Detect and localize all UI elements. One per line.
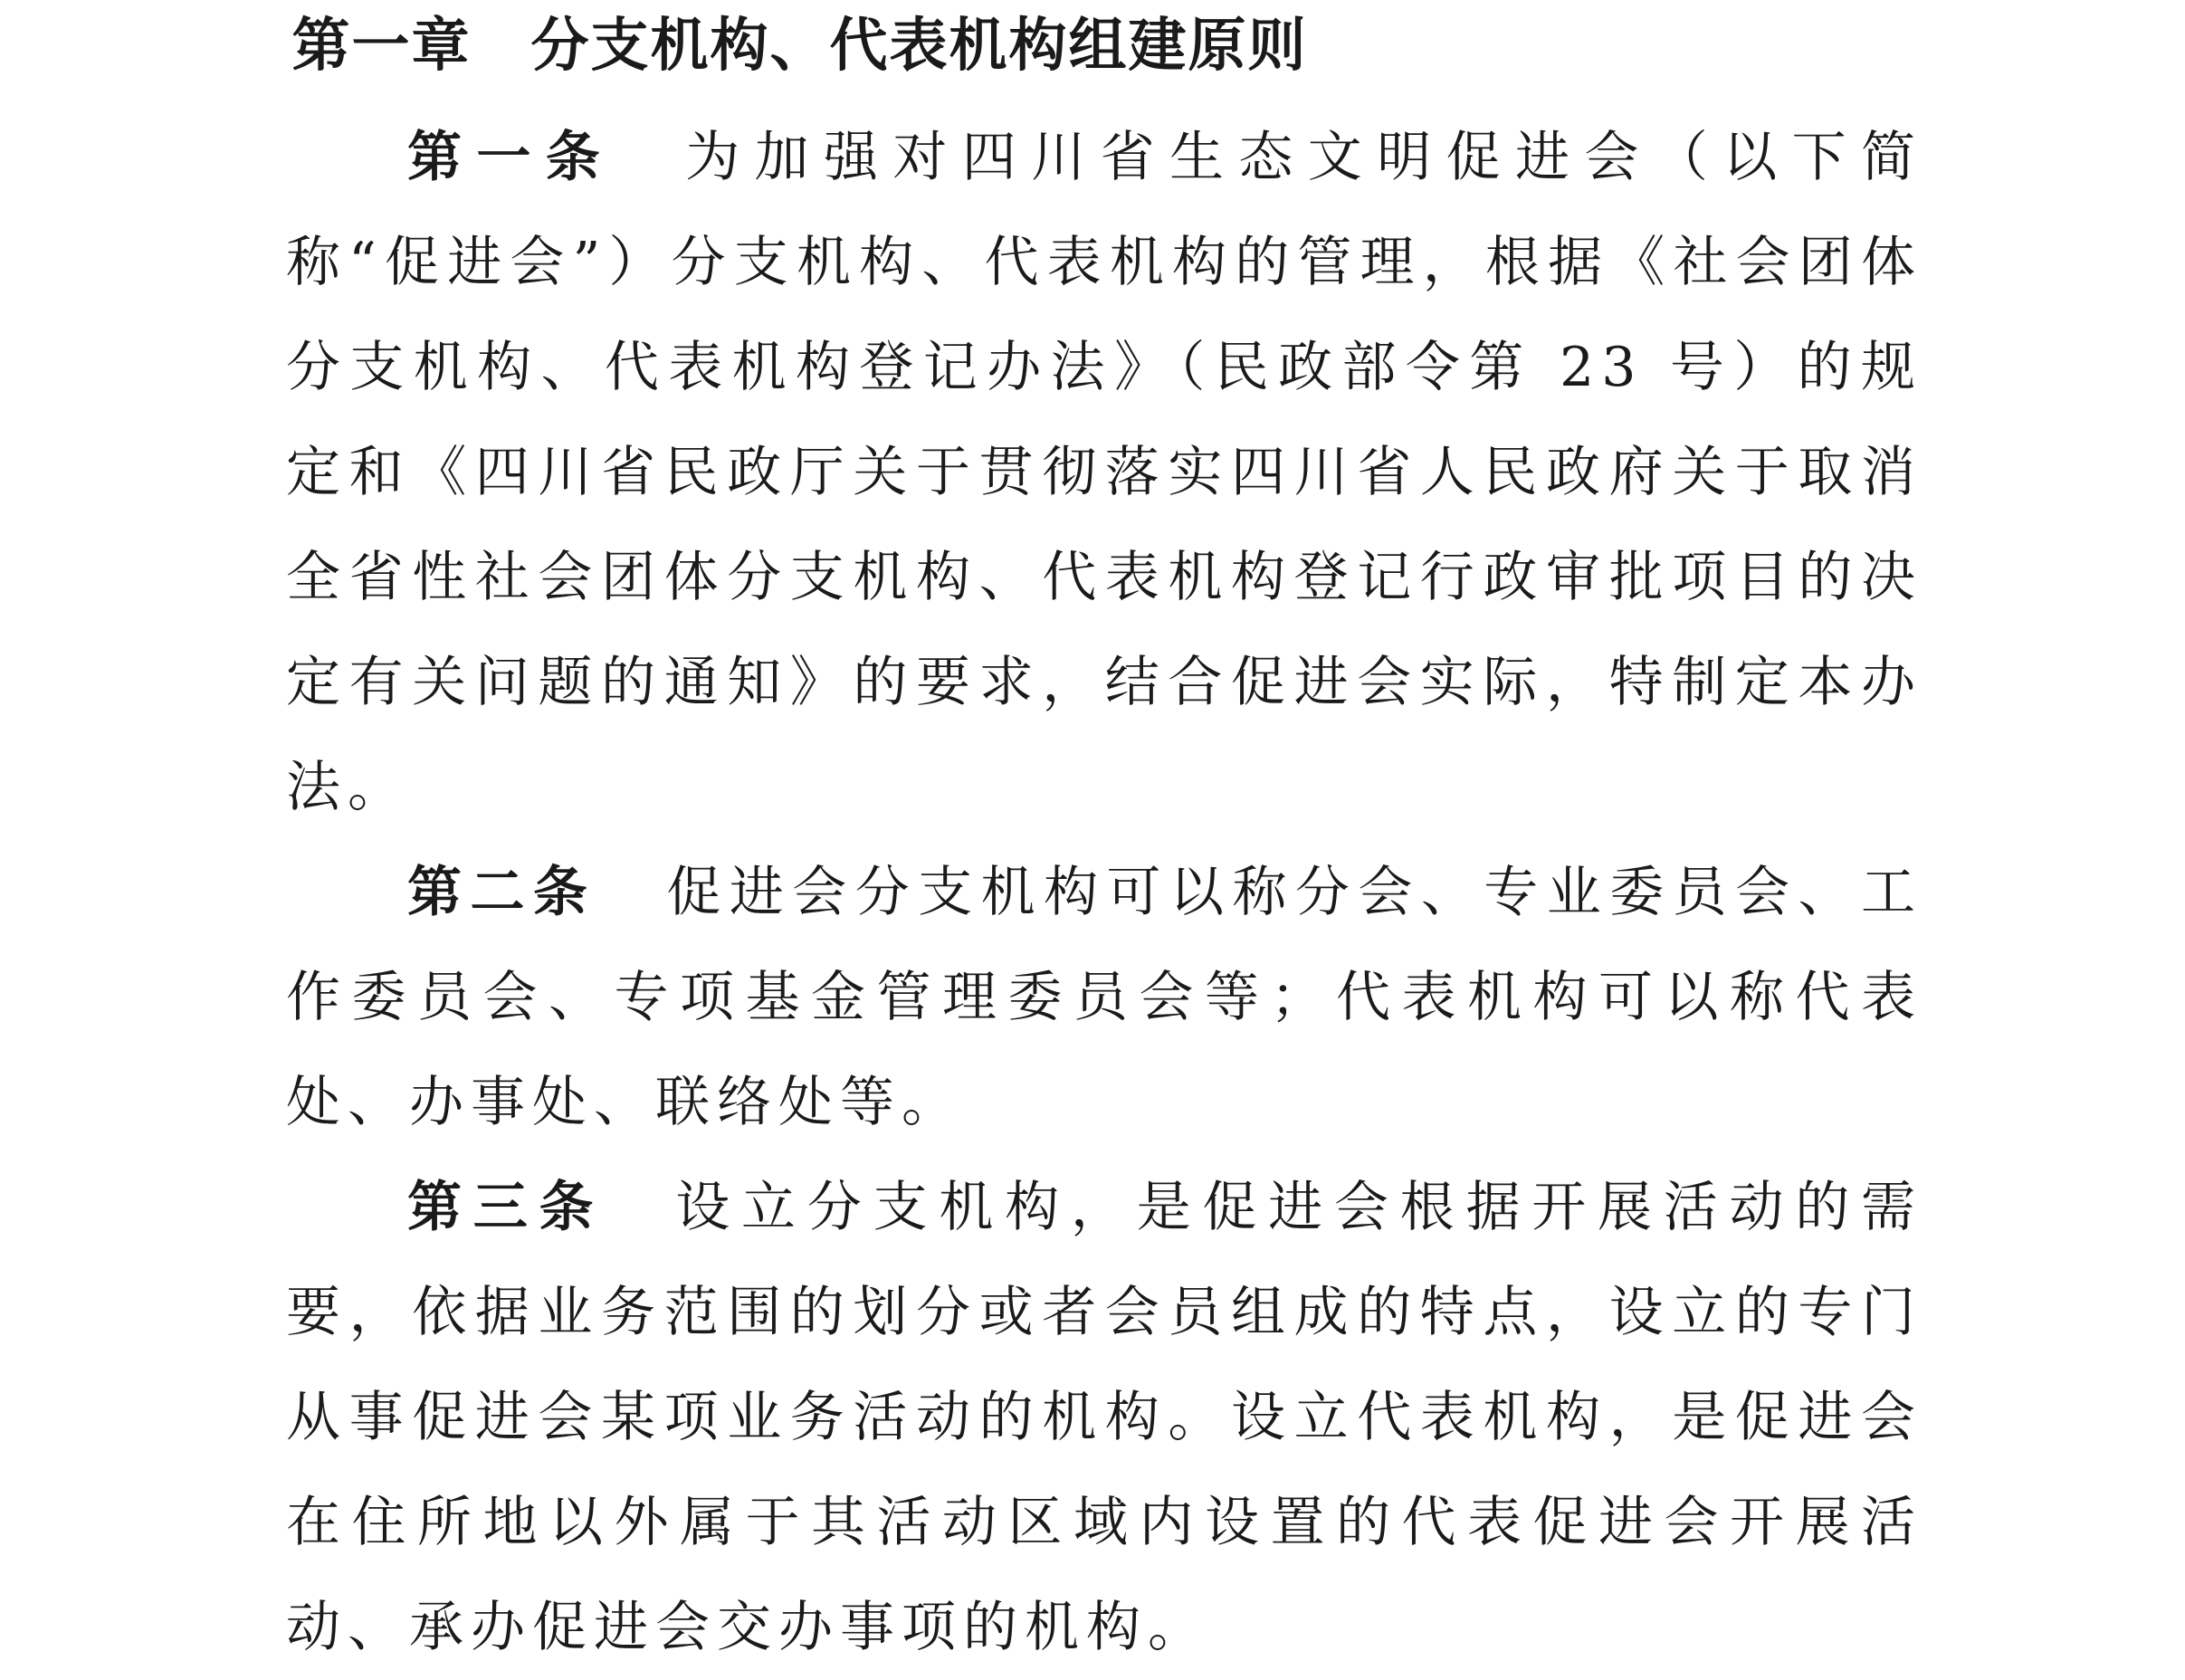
article-1 xyxy=(286,105,1923,840)
article-3-text: 设立分支机构，是促进会根据开展活动的需要，依据业务范围的划分或者会员组成的特点，设立的专门从事促进会某项业务活动的机构。设立代表机构，是促进会在住所地以外属于其活动区域内设置的代表促进会开展活动、承办促进会交办事项的机构。 xyxy=(286,1176,1923,1659)
article-1-text: 为加强对四川省生态文明促进会（以下简称“促进会”）分支机构、代表机构的管理，根据《社会团体分支机构、代表机构登记办法》（民政部令第 23 号）的规定和《四川省民政厅关于贯彻落实四川省人民政府关于取消全省性社会团体分支机构、代表机构登记行政审批项目的决定有关问题的通知》的要求，结合促进会实际，特制定本办法。 xyxy=(286,126,1923,819)
chapter-title: 第一章 分支机构、代表机构组建原则 xyxy=(291,13,1308,80)
article-3-number: 第三条 xyxy=(407,1176,606,1239)
article-2-text: 促进会分支机构可以称分会、专业委员会、工作委员会、专项基金管理委员会等；代表机构可以称代表处、办事处、联络处等。 xyxy=(286,861,1923,1134)
article-2-number: 第二条 xyxy=(407,861,596,924)
article-3 xyxy=(286,1155,1923,1680)
article-1-number: 第一条 xyxy=(407,126,615,189)
articles-body xyxy=(286,105,1923,1680)
article-2 xyxy=(286,840,1923,1155)
